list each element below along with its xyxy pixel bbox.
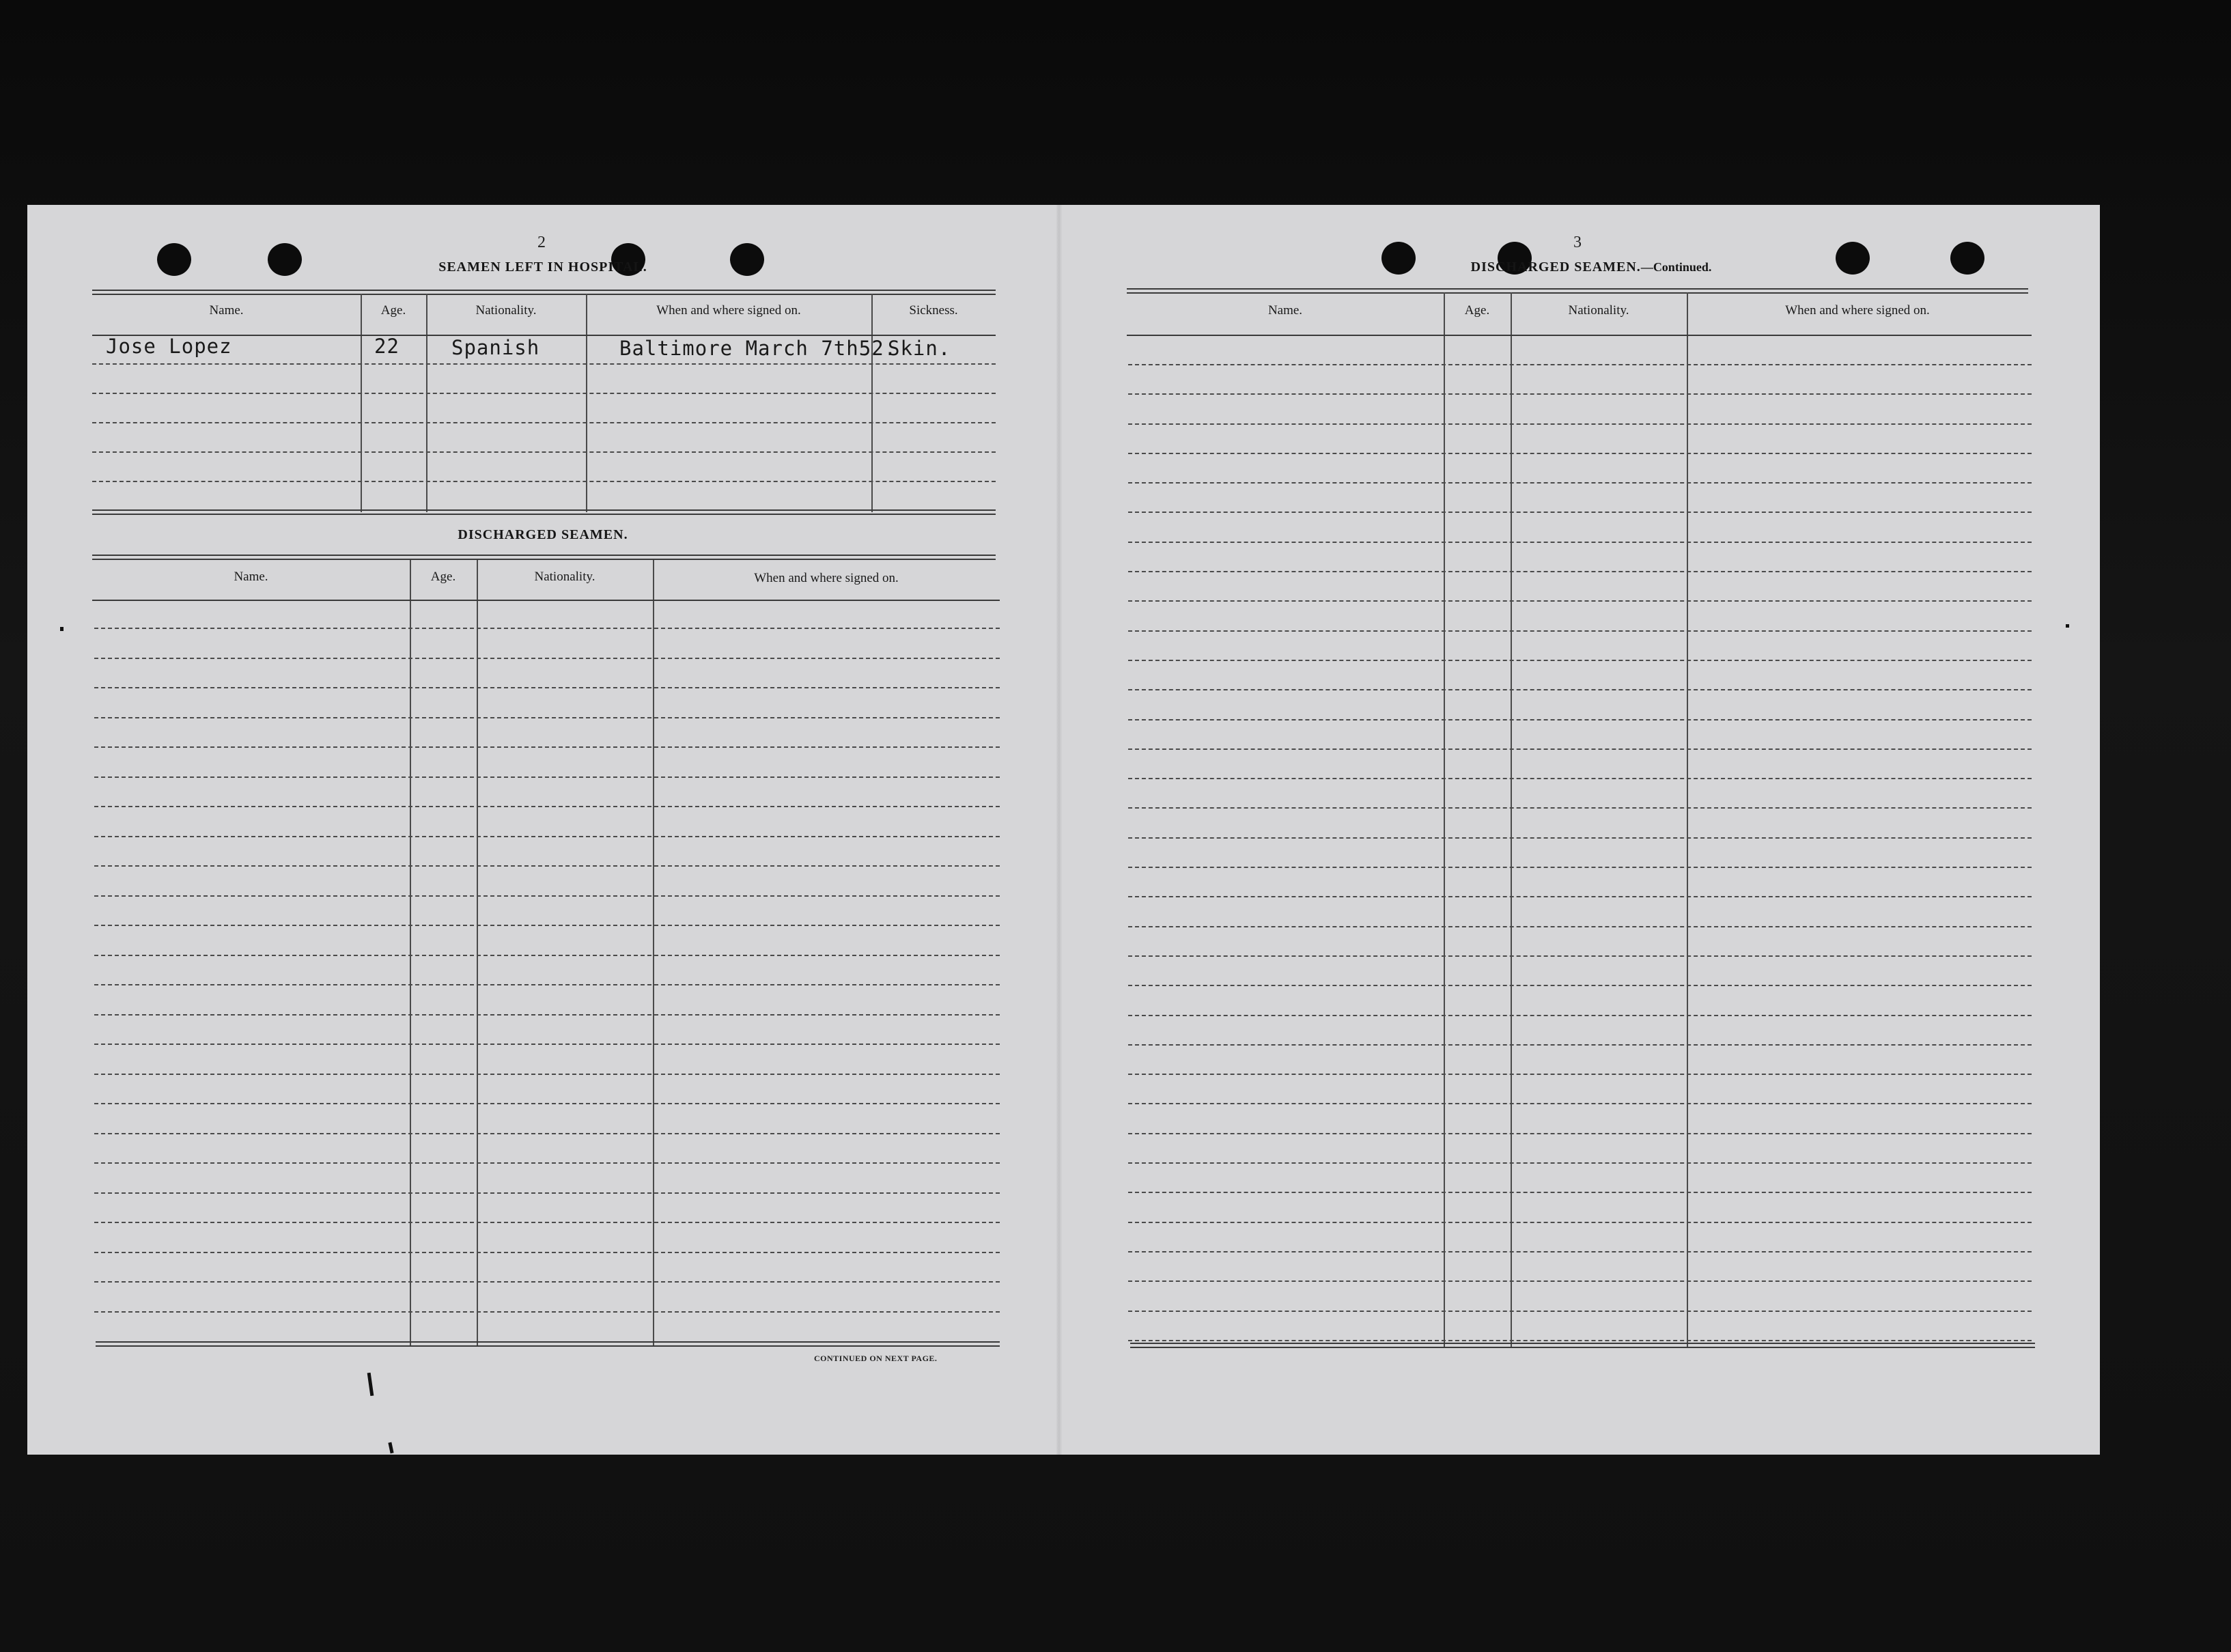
column-divider bbox=[410, 560, 411, 1345]
row-line bbox=[1128, 600, 2032, 602]
row-line bbox=[1128, 1074, 2032, 1075]
table-top-rule bbox=[1127, 288, 2028, 294]
section-title-text: DISCHARGED SEAMEN. bbox=[1470, 260, 1641, 275]
row-line bbox=[94, 746, 1000, 748]
table-bottom-rule bbox=[92, 509, 996, 515]
column-divider bbox=[1687, 292, 1688, 1347]
row-line bbox=[1128, 393, 2032, 395]
column-header-name: Name. bbox=[209, 303, 244, 318]
row-line bbox=[94, 1222, 1000, 1223]
column-divider bbox=[871, 294, 873, 512]
header-underline bbox=[92, 600, 1000, 601]
row-line bbox=[94, 1281, 1000, 1283]
row-line bbox=[1128, 423, 2032, 425]
hospital-row-age: 22 bbox=[374, 335, 399, 358]
column-header-nationality: Nationality. bbox=[534, 570, 595, 584]
column-header-sickness: Sickness. bbox=[909, 303, 958, 318]
row-line bbox=[94, 658, 1000, 659]
section-title-hospital: SEAMEN LEFT IN HOSPITAL. bbox=[438, 260, 647, 275]
hospital-row-signed-on: Baltimore March 7th52. bbox=[619, 337, 897, 360]
row-line bbox=[1128, 1340, 2032, 1341]
table-top-rule bbox=[92, 555, 996, 560]
punch-hole bbox=[157, 243, 191, 276]
row-line bbox=[1128, 778, 2032, 779]
row-line bbox=[94, 776, 1000, 778]
column-header-signed-on: When and where signed on. bbox=[656, 303, 801, 318]
row-line bbox=[1128, 1192, 2032, 1193]
column-divider bbox=[361, 294, 362, 512]
row-line bbox=[1128, 630, 2032, 632]
scan-mark bbox=[2066, 624, 2069, 628]
column-header-name: Name. bbox=[1267, 303, 1303, 318]
punch-hole bbox=[1836, 242, 1870, 275]
section-title-suffix: —Continued. bbox=[1640, 260, 1712, 274]
row-line bbox=[1128, 955, 2032, 957]
row-line bbox=[1128, 364, 2032, 365]
row-line bbox=[94, 1014, 1000, 1016]
row-line bbox=[94, 1192, 1000, 1194]
row-line bbox=[1128, 571, 2032, 572]
row-line bbox=[94, 1074, 1000, 1075]
hospital-row-nationality: Spanish bbox=[451, 336, 540, 359]
continued-note: CONTINUED ON NEXT PAGE. bbox=[814, 1354, 938, 1363]
row-line bbox=[94, 1311, 1000, 1313]
row-line bbox=[1128, 1280, 2032, 1282]
page-fold bbox=[1056, 205, 1062, 1455]
row-line bbox=[92, 393, 996, 394]
row-line bbox=[94, 687, 1000, 688]
punch-hole bbox=[730, 243, 764, 276]
column-divider bbox=[653, 560, 654, 1345]
column-divider bbox=[1511, 292, 1512, 1347]
table-bottom-rule bbox=[96, 1341, 1000, 1347]
row-line bbox=[1128, 1044, 2032, 1046]
row-line bbox=[1128, 837, 2032, 839]
table-top-rule bbox=[92, 290, 996, 295]
row-line bbox=[1128, 748, 2032, 750]
row-line bbox=[1128, 1251, 2032, 1252]
row-line bbox=[94, 895, 1000, 897]
row-line bbox=[92, 481, 996, 482]
row-line bbox=[94, 806, 1000, 807]
hospital-row-sickness: Skin. bbox=[888, 337, 951, 360]
header-underline bbox=[1127, 335, 2032, 336]
table-bottom-rule bbox=[1130, 1343, 2035, 1348]
section-title-discharged-continued bbox=[1393, 260, 1789, 275]
column-header-age: Age. bbox=[380, 303, 406, 318]
row-line bbox=[94, 1252, 1000, 1253]
punch-hole bbox=[268, 243, 302, 276]
row-line bbox=[94, 1044, 1000, 1045]
row-line bbox=[1128, 542, 2032, 543]
page-number: 2 bbox=[537, 234, 546, 251]
row-line bbox=[92, 363, 996, 365]
row-line bbox=[1128, 867, 2032, 868]
row-line bbox=[94, 1103, 1000, 1104]
row-line bbox=[1128, 1103, 2032, 1104]
row-line bbox=[1128, 719, 2032, 720]
row-line bbox=[1128, 660, 2032, 661]
column-header-signed-on: When and where signed on. bbox=[754, 571, 899, 585]
row-line bbox=[94, 925, 1000, 926]
row-line bbox=[1128, 689, 2032, 690]
column-divider bbox=[477, 560, 478, 1345]
row-line bbox=[1128, 896, 2032, 897]
column-divider bbox=[426, 294, 427, 512]
row-line bbox=[94, 1133, 1000, 1134]
row-line bbox=[94, 865, 1000, 867]
column-header-age: Age. bbox=[1464, 303, 1490, 318]
row-line bbox=[92, 422, 996, 423]
column-header-signed-on: When and where signed on. bbox=[1785, 303, 1930, 318]
row-line bbox=[1128, 1311, 2032, 1312]
hospital-row-name: Jose Lopez bbox=[106, 335, 232, 358]
row-line bbox=[1128, 985, 2032, 986]
row-line bbox=[94, 1162, 1000, 1164]
row-line bbox=[1128, 453, 2032, 454]
column-header-age: Age. bbox=[430, 570, 456, 584]
column-divider bbox=[586, 294, 587, 512]
page-number: 3 bbox=[1573, 234, 1582, 251]
row-line bbox=[94, 628, 1000, 629]
column-header-name: Name. bbox=[234, 570, 268, 584]
row-line bbox=[94, 717, 1000, 718]
row-line bbox=[92, 451, 996, 453]
section-title-discharged: DISCHARGED SEAMEN. bbox=[458, 527, 628, 542]
column-header-nationality: Nationality. bbox=[475, 303, 537, 318]
scan-mark bbox=[60, 627, 64, 631]
row-line bbox=[1128, 1015, 2032, 1016]
row-line bbox=[1128, 482, 2032, 484]
row-line bbox=[1128, 807, 2032, 809]
row-line bbox=[94, 836, 1000, 837]
row-line bbox=[1128, 1162, 2032, 1164]
row-line bbox=[94, 984, 1000, 985]
row-line bbox=[1128, 512, 2032, 513]
column-header-nationality: Nationality. bbox=[1568, 303, 1629, 318]
punch-hole bbox=[1950, 242, 1984, 275]
row-line bbox=[1128, 1222, 2032, 1223]
row-line bbox=[1128, 1133, 2032, 1134]
column-divider bbox=[1444, 292, 1445, 1347]
row-line bbox=[94, 955, 1000, 956]
row-line bbox=[1128, 926, 2032, 927]
